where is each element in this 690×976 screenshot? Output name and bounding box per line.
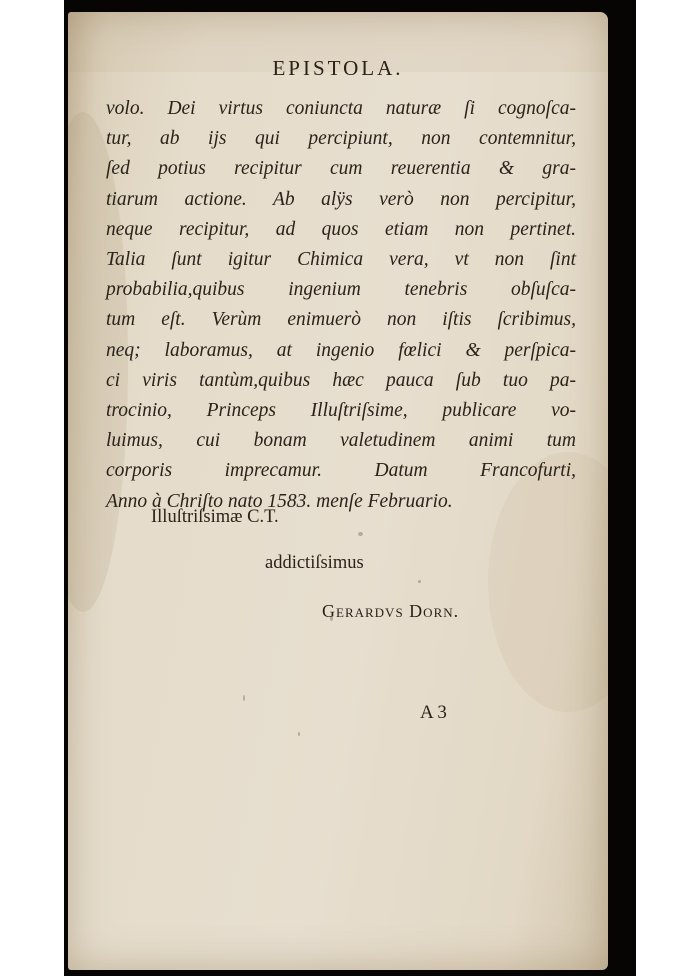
- book-page: [68, 12, 608, 970]
- text-line: corporis imprecamur. Datum Francofurti,: [106, 460, 576, 482]
- text-line: trocinio, Princeps Illuſtriſsime, publicare vo-: [106, 400, 576, 422]
- text-line: probabilia,quibus ingenium tenebris obſuſca-: [106, 279, 576, 301]
- paper-speck: [243, 695, 245, 701]
- paper-speck: [358, 532, 363, 536]
- closing-devotion: addictiſsimus: [265, 553, 364, 573]
- salutation: Illuſtriſsimæ C.T.: [151, 507, 279, 527]
- left-margin: [0, 0, 64, 976]
- text-line: tum eſt. Verùm enimuerò non iſtis ſcribimus,: [106, 309, 576, 331]
- author-signature: Gerardvs Dorn.: [322, 601, 460, 621]
- running-header: EPISTOLA.: [272, 56, 404, 80]
- text-line: Anno à Chriſto nato 1583. menſe Februario.: [106, 490, 453, 512]
- text-line: luimus, cui bonam valetudinem animi tum: [106, 430, 576, 452]
- signature-mark: A 3: [420, 702, 447, 723]
- text-line: ci viris tantùm,quibus hæc pauca ſub tuo pa-: [106, 369, 576, 391]
- text-line: neq; laboramus, at ingenio fœlici & perſpica-: [106, 339, 576, 361]
- paper-speck: [298, 732, 300, 736]
- text-line: Talia ſunt igitur Chimica vera, vt non ſint: [106, 249, 576, 271]
- text-line: tur, ab ijs qui percipiunt, non contemnitur,: [106, 128, 576, 150]
- text-line: tiarum actione. Ab alÿs verò non percipitur,: [106, 188, 576, 210]
- paper-speck: [418, 580, 421, 583]
- text-line: volo. Dei virtus coniuncta naturæ ſi cognoſca-: [106, 98, 576, 119]
- text-line: ſed potius recipitur cum reuerentia & gra-: [106, 158, 576, 180]
- letter-body: [106, 94, 576, 517]
- text-line: neque recipitur, ad quos etiam non pertinet.: [106, 218, 576, 240]
